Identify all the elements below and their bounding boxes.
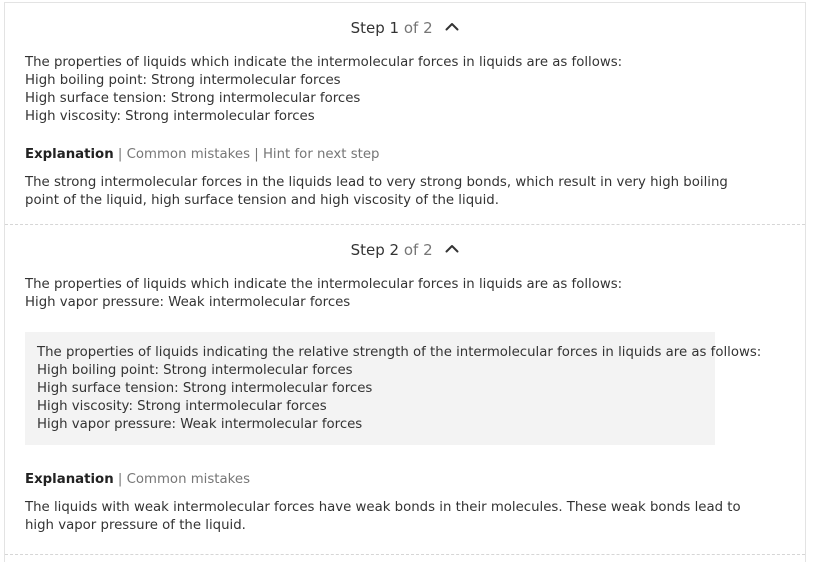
step-1-links <box>25 146 379 164</box>
answer-line: High surface tension: Strong intermolecular forces <box>37 381 373 396</box>
step-1-label: Step 1 <box>350 19 400 37</box>
answer-line: High viscosity: Strong intermolecular forces <box>37 399 327 414</box>
step-1-line: High surface tension: Strong intermolecular forces <box>25 91 361 106</box>
step-2-label: Step 2 <box>350 241 400 259</box>
step-1 <box>5 3 805 225</box>
step-2-explanation-text: The liquids with weak intermolecular forces have weak bonds in their molecules. These weak bonds lead to high vapor pressure of the liquid. <box>25 500 741 533</box>
explanation-tab[interactable]: Explanation <box>25 147 114 162</box>
answer-line: The properties of liquids indicating the relative strength of the intermolecular forces in liquids are as follows: <box>37 345 762 360</box>
chevron-up-icon[interactable] <box>445 244 459 253</box>
step-1-explanation-text: The strong intermolecular forces in the liquids lead to very strong bonds, which result in very high boiling point of the liquid, high surface tension and high viscosity of the liquid. <box>25 175 728 208</box>
step-1-of-total: of 2 <box>403 19 433 37</box>
step-1-content <box>25 54 765 126</box>
explanation-tab[interactable]: Explanation <box>25 472 114 487</box>
step-2-content <box>25 276 765 312</box>
common-mistakes-link[interactable]: Common mistakes <box>126 147 250 162</box>
common-mistakes-link[interactable]: Common mistakes <box>126 472 250 487</box>
step-2-line: The properties of liquids which indicate the intermolecular forces in liquids are as follows: <box>25 277 623 292</box>
link-separator: | <box>113 147 127 162</box>
step-1-line: The properties of liquids which indicate the intermolecular forces in liquids are as follows: <box>25 55 623 70</box>
step-2-header[interactable] <box>5 240 805 260</box>
step-1-header[interactable] <box>5 18 805 38</box>
step-2-of-total: of 2 <box>403 241 433 259</box>
step-2-links <box>25 471 250 489</box>
step-2 <box>5 225 805 555</box>
link-separator: | <box>113 472 127 487</box>
solution-panel <box>4 2 806 562</box>
step-2-answer-box <box>25 332 762 445</box>
step-1-line: High boiling point: Strong intermolecular forces <box>25 73 341 88</box>
answer-line: High boiling point: Strong intermolecular forces <box>37 363 353 378</box>
hint-for-next-step-link[interactable]: Hint for next step <box>262 147 380 162</box>
step-2-line: High vapor pressure: Weak intermolecular forces <box>25 295 351 310</box>
answer-line: High vapor pressure: Weak intermolecular forces <box>37 417 363 432</box>
chevron-up-icon[interactable] <box>445 22 459 31</box>
link-separator: | <box>250 147 263 162</box>
step-1-line: High viscosity: Strong intermolecular forces <box>25 109 315 124</box>
